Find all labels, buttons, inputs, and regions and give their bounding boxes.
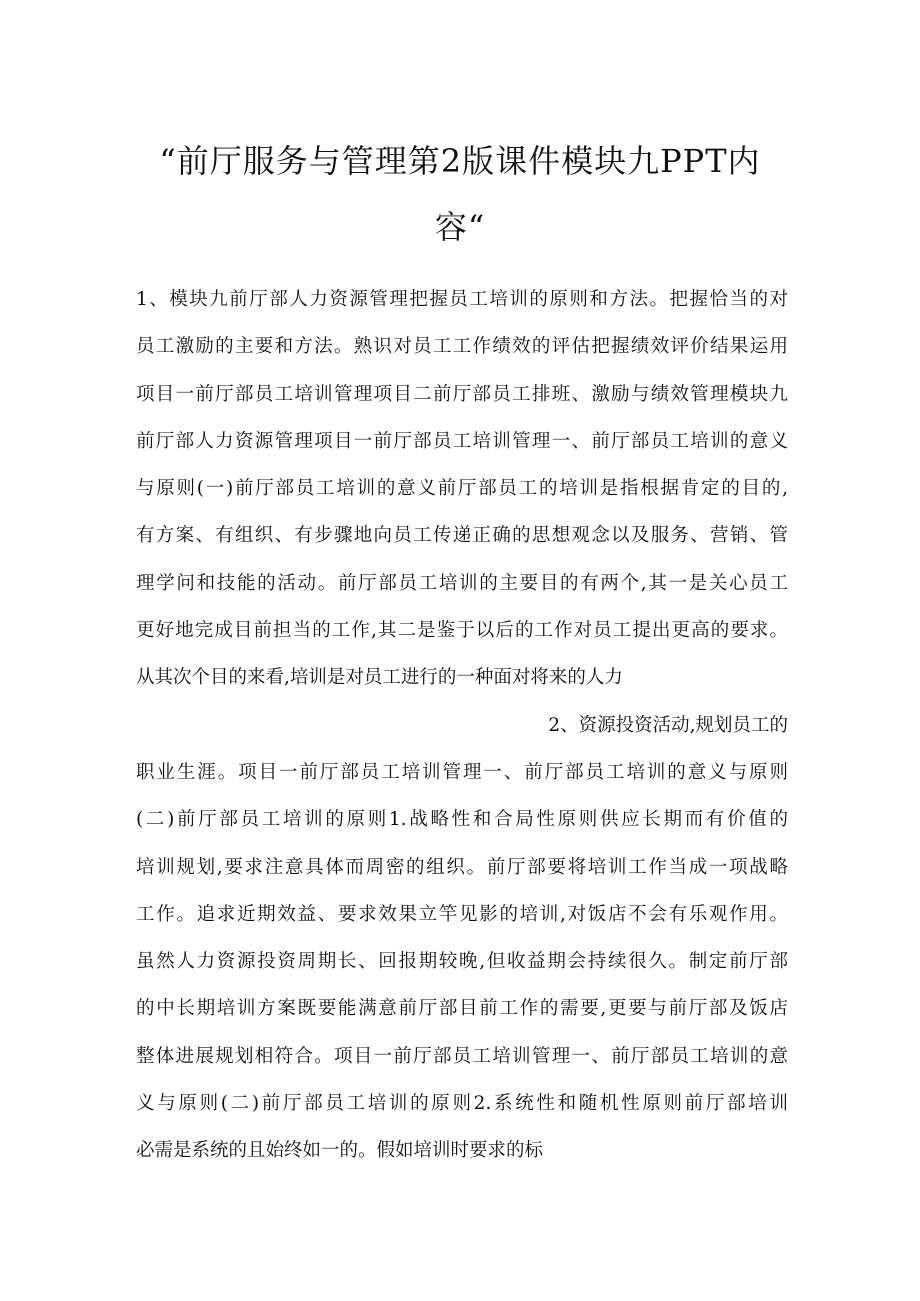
text-line: 员工激励的主要和方法。熟识对员工工作绩效的评估把握绩效评价结果运用 [136, 336, 788, 358]
text-line: 工作。追求近期效益、要求效果立竿见影的培训,对饭店不会有乐观作用。 [136, 903, 788, 925]
text-line: 必需是系统的且始终如一的。假如培训时要求的标 [136, 1140, 544, 1162]
text-line: 职业生涯。项目一前厅部员工培训管理一、前厅部员工培训的意义与原则 [136, 761, 788, 783]
text-line: 整体进展规划相符合。项目一前厅部员工培训管理一、前厅部员工培训的意 [136, 1045, 788, 1067]
text-line: 更好地完成目前担当的工作,其二是鉴于以后的工作对员工提出更高的要求。 [136, 620, 788, 642]
text-line: (二)前厅部员工培训的原则1.战略性和合局性原则供应长期而有价值的 [136, 809, 788, 831]
text-line: 虽然人力资源投资周期长、回报期较晚,但收益期会持续很久。制定前厅部 [136, 951, 788, 973]
text-line: 2、资源投资活动,规划员工的 [548, 714, 788, 736]
document-body [136, 276, 788, 1175]
text-line: 1、模块九前厅部人力资源管理把握员工培训的原则和方法。把握恰当的对 [136, 289, 788, 310]
document-title [120, 128, 800, 260]
text-line: 项目一前厅部员工培训管理项目二前厅部员工排班、激励与绩效管理模块九 [136, 383, 788, 405]
title-line: 容“ [434, 208, 486, 246]
paragraph-1 [136, 276, 788, 702]
text-line: 理学问和技能的活动。前厅部员工培训的主要目的有两个,其一是关心员工 [136, 572, 788, 594]
text-line: 的中长期培训方案既要能满意前厅部目前工作的需要,更要与前厅部及饭店 [136, 998, 788, 1020]
text-line: 与原则(一)前厅部员工培训的意义前厅部员工的培训是指根据肯定的目的, [136, 478, 788, 500]
paragraph-2 [136, 702, 788, 1175]
text-line: 从其次个目的来看,培训是对员工进行的一种面对将来的人力 [136, 667, 623, 689]
text-line: 前厅部人力资源管理项目一前厅部员工培训管理一、前厅部员工培训的意义 [136, 430, 788, 452]
text-line: 义与原则(二)前厅部员工培训的原则2.系统性和随机性原则前厅部培训 [136, 1093, 788, 1115]
text-line: 培训规划,要求注意具体而周密的组织。前厅部要将培训工作当成一项战略 [136, 856, 788, 878]
title-line: “前厅服务与管理第2版课件模块九PPT内 [159, 142, 761, 180]
text-line: 有方案、有组织、有步骤地向员工传递正确的思想观念以及服务、营销、管 [136, 525, 788, 547]
